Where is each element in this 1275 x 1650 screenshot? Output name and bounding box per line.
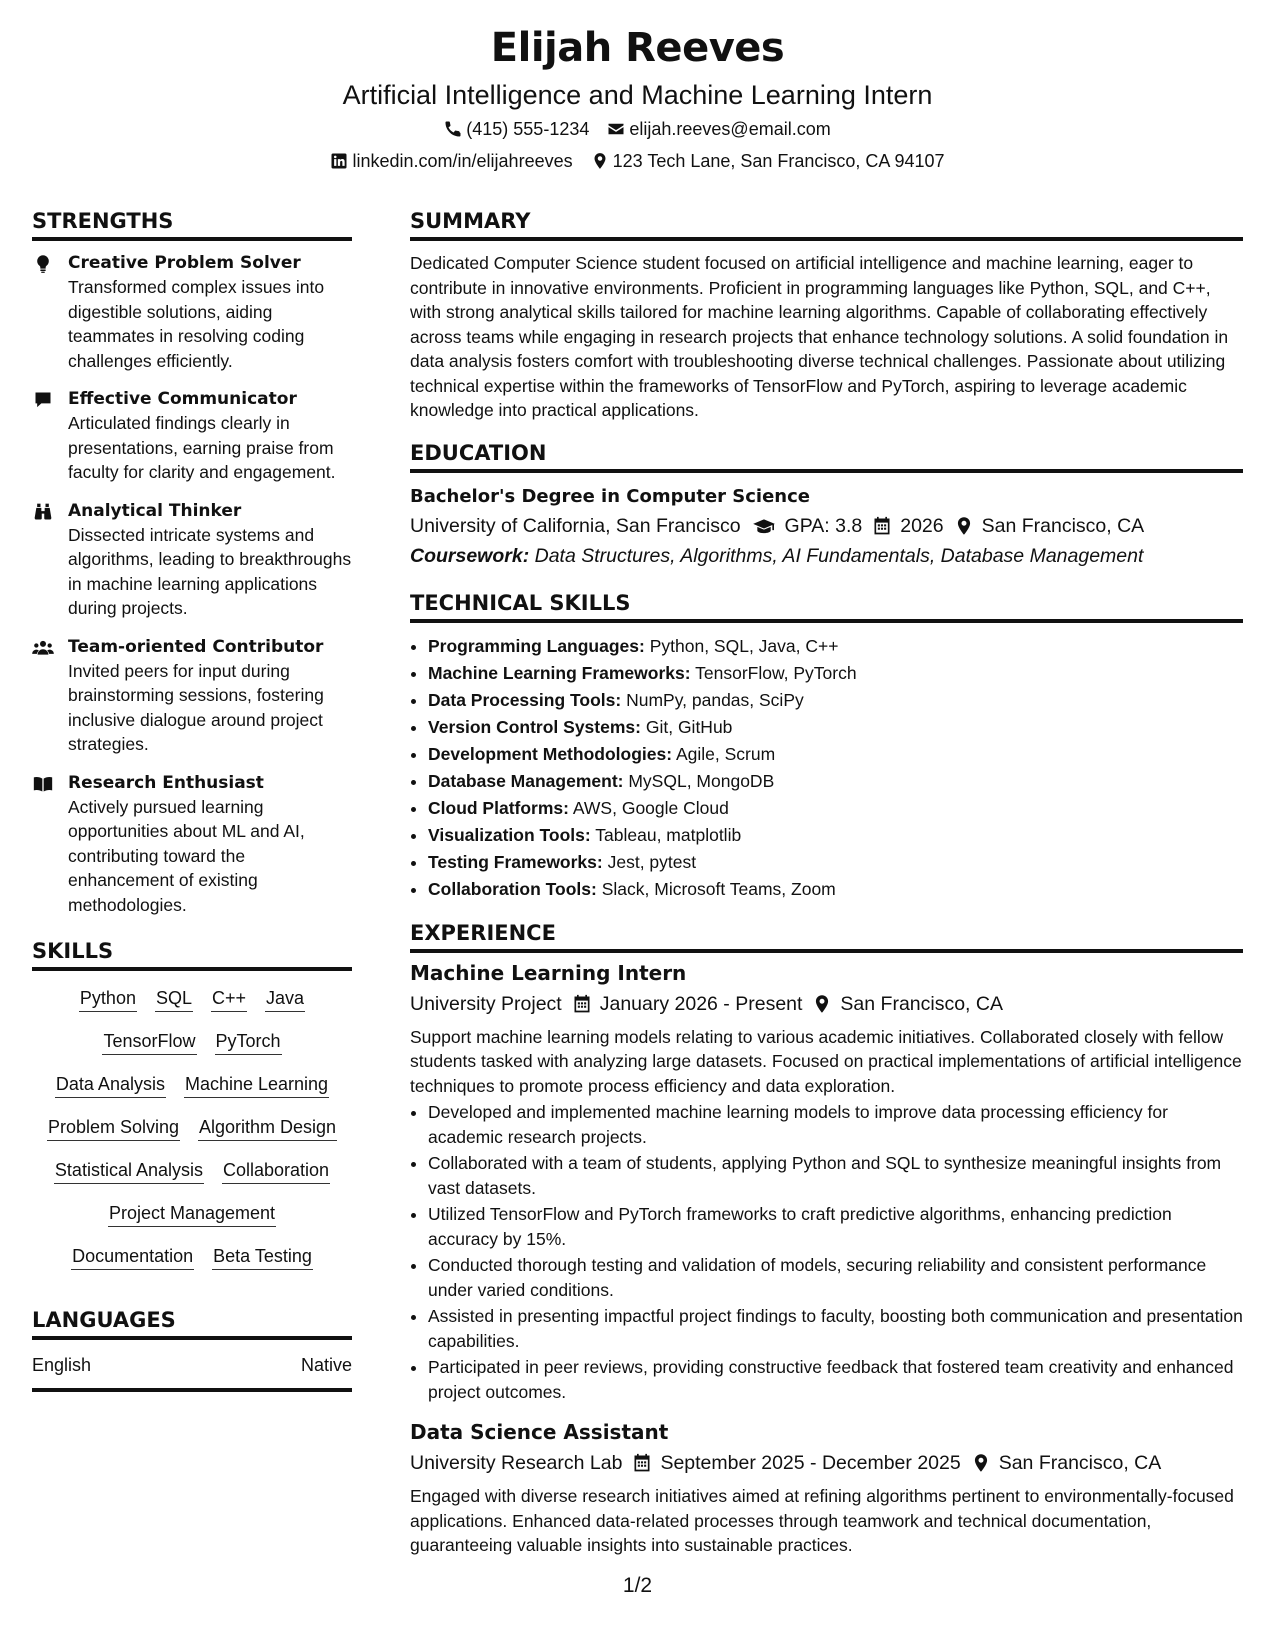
summary-text: Dedicated Computer Science student focused on artificial intelligence and machine learning, eager to contribute in innovative environments. Proficient in programming languages like Python, SQL, and C++, with strong analytical skills tailored for machine learning algorithms. Capable of collaborating effectively across teams while engaging in research projects that enhance technology solutions. A solid foundation in data analysis fosters comfort with troubleshooting diverse technical challenges. Passionate about utilizing technical expertise within the frameworks of TensorFlow and PyTorch, aspiring to leverage academic knowledge into practical applications. — [410, 253, 1229, 420]
list-item: • Assisted in presenting impactful project findings to faculty, boosting both communication and presentation capabilities. — [428, 1304, 1243, 1353]
list-item: • Utilized TensorFlow and PyTorch frameworks to craft predictive algorithms, enhancing prediction accuracy by 15%. — [428, 1202, 1243, 1251]
skill-values: Python, SQL, Java, C++ — [649, 635, 839, 656]
book-open-icon — [32, 774, 54, 794]
job-description: Engaged with diverse research initiatives aimed at refining algorithms pertinent to environmentally-focused applications. Enhanced data-related processes through teamwork and technical documentation, guaranteeing valuable insights into sustainable practices. — [410, 1486, 1234, 1555]
map-pin-icon — [971, 1453, 991, 1473]
strength-description: Articulated findings clearly in presentations, earning praise from faculty for clarity and engagement. — [68, 413, 336, 482]
job-bullets — [410, 1100, 1243, 1404]
strength-description: Transformed complex issues into digestible solutions, aiding teammates in resolving coding challenges efficiently. — [68, 277, 325, 371]
skill-values: Jest, pytest — [607, 851, 697, 872]
skill-category: Development Methodologies: — [428, 743, 673, 764]
language-level: Native — [300, 1355, 352, 1375]
coursework-line — [410, 541, 1243, 571]
strength-title: Creative Problem Solver — [68, 253, 301, 273]
skill-values: Agile, Scrum — [675, 743, 776, 764]
skill-category: Programming Languages: — [428, 635, 645, 656]
job-location: San Francisco, CA — [998, 1452, 1162, 1474]
strength-item — [32, 499, 352, 621]
strength-description: Actively pursued learning opportunities about ML and AI, contributing toward the enhancement of existing methodologies. — [68, 796, 305, 915]
list-item: • Conducted thorough testing and validation of models, securing reliability and consistent performance under varied conditions. — [428, 1253, 1243, 1302]
strength-title: Effective Communicator — [68, 389, 297, 409]
job-description: Support machine learning models relating to various academic initiatives. Collaborated closely with fellow students tasked with analyzing large datasets. Focused on practical implementations of artificial intelligence techniques to promote process efficiency and data exploration. — [410, 1026, 1242, 1096]
degree-title: Bachelor's Degree in Computer Science — [410, 485, 810, 507]
email-address[interactable]: elijah.reeves@email.com — [629, 119, 831, 139]
location-item — [812, 989, 1003, 1019]
list-item — [428, 660, 1243, 687]
linkedin-contact[interactable] — [330, 146, 572, 176]
skill-category: Database Management: — [428, 770, 624, 791]
skill-tag: TensorFlow — [102, 1028, 196, 1055]
list-item — [428, 687, 1243, 714]
skill-values: Tableau, matplotlib — [595, 824, 742, 845]
skill-line — [32, 1200, 352, 1227]
contact-row-2 — [0, 146, 1275, 176]
strengths-heading: STRENGTHS — [32, 205, 352, 241]
language-name: English — [32, 1355, 92, 1375]
job-title: Data Science Assistant — [410, 1420, 669, 1444]
strength-item — [32, 771, 352, 918]
phone-icon — [444, 120, 462, 138]
calendar-icon — [872, 516, 892, 536]
skill-category: Machine Learning Frameworks: — [428, 662, 691, 683]
skill-category: Data Processing Tools: — [428, 689, 622, 710]
skill-tag: Python — [79, 985, 137, 1012]
school-location: San Francisco, CA — [981, 514, 1145, 537]
list-item: • Developed and implemented machine learning models to improve data processing efficiency for academic research projects. — [428, 1100, 1243, 1149]
strength-title: Analytical Thinker — [68, 500, 242, 521]
job-dates: January 2026 - Present — [599, 992, 803, 1015]
job-organization: University Project — [410, 992, 562, 1015]
linkedin-icon — [330, 152, 348, 170]
candidate-name: Elijah Reeves — [490, 25, 785, 71]
education-meta — [410, 511, 1243, 541]
skill-line — [32, 1243, 352, 1270]
skill-line — [32, 985, 352, 1012]
skill-tag: Data Analysis — [55, 1071, 166, 1098]
skill-category: Version Control Systems: — [428, 716, 641, 737]
list-item: • Collaborated with a team of students, applying Python and SQL to synthesize meaningful insights from vast datasets. — [428, 1151, 1243, 1200]
job-location: San Francisco, CA — [840, 992, 1003, 1015]
linkedin-url[interactable]: linkedin.com/in/elijahreeves — [352, 151, 573, 171]
lightbulb-icon — [32, 254, 54, 274]
dates-item — [632, 1448, 960, 1478]
phone-number: (415) 555-1234 — [466, 119, 590, 139]
skill-category: Cloud Platforms: — [428, 797, 569, 818]
candidate-role: Artificial Intelligence and Machine Learning Intern — [342, 80, 933, 110]
envelope-icon — [607, 120, 625, 138]
languages-heading: LANGUAGES — [32, 1304, 352, 1340]
skill-values: TensorFlow, PyTorch — [695, 662, 857, 683]
skill-values: AWS, Google Cloud — [572, 797, 729, 818]
skill-line — [32, 1028, 352, 1055]
resume-header — [0, 18, 1275, 176]
skill-tag: Documentation — [71, 1243, 194, 1270]
skill-tag: Algorithm Design — [198, 1114, 337, 1141]
page-number: 1/2 — [622, 1574, 653, 1597]
skill-tag: Java — [265, 985, 305, 1012]
graduation-cap-icon — [751, 516, 777, 536]
skill-tag: Collaboration — [222, 1157, 330, 1184]
job-title: Machine Learning Intern — [410, 960, 687, 985]
skills-heading: SKILLS — [32, 935, 352, 971]
list-item — [428, 795, 1243, 822]
skills-tags — [32, 981, 352, 1270]
list-item — [428, 768, 1243, 795]
users-icon — [32, 638, 54, 658]
dates-item — [572, 989, 803, 1019]
school-name: University of California, San Francisco — [410, 514, 741, 537]
strength-item — [32, 635, 352, 757]
list-item — [428, 849, 1243, 876]
skill-line — [32, 1071, 352, 1098]
experience-entry — [410, 957, 1243, 1405]
skill-tag: PyTorch — [215, 1028, 282, 1055]
skill-category: Visualization Tools: — [428, 824, 591, 845]
technical-skills-list — [410, 633, 1243, 903]
skill-tag: Machine Learning — [184, 1071, 329, 1098]
contact-row-1 — [0, 114, 1275, 144]
list-item: • Participated in peer reviews, providing constructive feedback that fostered team creativity and enhanced project outcomes. — [428, 1355, 1243, 1404]
skill-line — [32, 1114, 352, 1141]
list-item — [428, 822, 1243, 849]
map-pin-icon — [812, 994, 832, 1014]
coursework-label: Coursework: — [410, 544, 530, 567]
experience-heading: EXPERIENCE — [410, 917, 1243, 953]
address-text: 123 Tech Lane, San Francisco, CA 94107 — [612, 151, 945, 171]
list-item — [428, 633, 1243, 660]
strength-description: Invited peers for input during brainstorming sessions, fostering inclusive dialogue around project strategies. — [68, 660, 324, 754]
education-heading: EDUCATION — [410, 437, 1243, 473]
strength-title: Team-oriented Contributor — [68, 636, 324, 657]
address-contact — [591, 146, 945, 176]
coursework-text: Data Structures, Algorithms, AI Fundamentals, Database Management — [534, 544, 1144, 567]
location-item — [954, 511, 1145, 541]
skill-values: MySQL, MongoDB — [628, 770, 775, 791]
gpa-item — [751, 511, 863, 541]
list-item — [428, 876, 1243, 903]
strength-title: Research Enthusiast — [68, 772, 264, 793]
technical-skills-heading: TECHNICAL SKILLS — [410, 587, 1243, 623]
year-item — [872, 511, 943, 541]
map-pin-icon — [954, 516, 974, 536]
list-item — [428, 741, 1243, 768]
experience-entry — [410, 1416, 1243, 1558]
skill-tag: C++ — [211, 985, 247, 1012]
right-column — [410, 205, 1243, 1558]
job-organization: University Research Lab — [410, 1452, 623, 1474]
left-column — [32, 205, 352, 1392]
list-item — [428, 714, 1243, 741]
language-row — [32, 1342, 352, 1392]
skill-tag: SQL — [155, 985, 193, 1012]
graduation-year: 2026 — [900, 514, 944, 537]
skill-tag: Project Management — [108, 1200, 276, 1227]
skill-values: Slack, Microsoft Teams, Zoom — [601, 878, 836, 899]
skill-values: NumPy, pandas, SciPy — [626, 689, 804, 710]
strength-item — [32, 387, 352, 485]
skill-category: Testing Frameworks: — [428, 851, 603, 872]
skill-values: Git, GitHub — [645, 716, 733, 737]
strength-item — [32, 251, 352, 373]
skill-tag: Statistical Analysis — [54, 1157, 204, 1184]
map-pin-icon — [591, 152, 609, 170]
summary-heading: SUMMARY — [410, 205, 1243, 241]
calendar-icon — [632, 1453, 652, 1473]
gpa-text: GPA: 3.8 — [784, 514, 863, 537]
binoculars-icon — [32, 502, 54, 522]
skill-line — [32, 1157, 352, 1184]
skill-tag: Problem Solving — [47, 1114, 180, 1141]
comment-icon — [32, 390, 54, 410]
strength-description: Dissected intricate systems and algorithms, leading to breakthroughs in machine learning applications during projects. — [68, 524, 352, 618]
phone-contact — [444, 114, 589, 144]
location-item — [971, 1448, 1162, 1478]
job-meta — [410, 1448, 1243, 1478]
skill-category: Collaboration Tools: — [428, 878, 597, 899]
job-meta — [410, 989, 1243, 1019]
skill-tag: Beta Testing — [212, 1243, 313, 1270]
email-contact[interactable] — [607, 114, 830, 144]
job-dates: September 2025 - December 2025 — [660, 1452, 961, 1474]
calendar-icon — [572, 994, 592, 1014]
